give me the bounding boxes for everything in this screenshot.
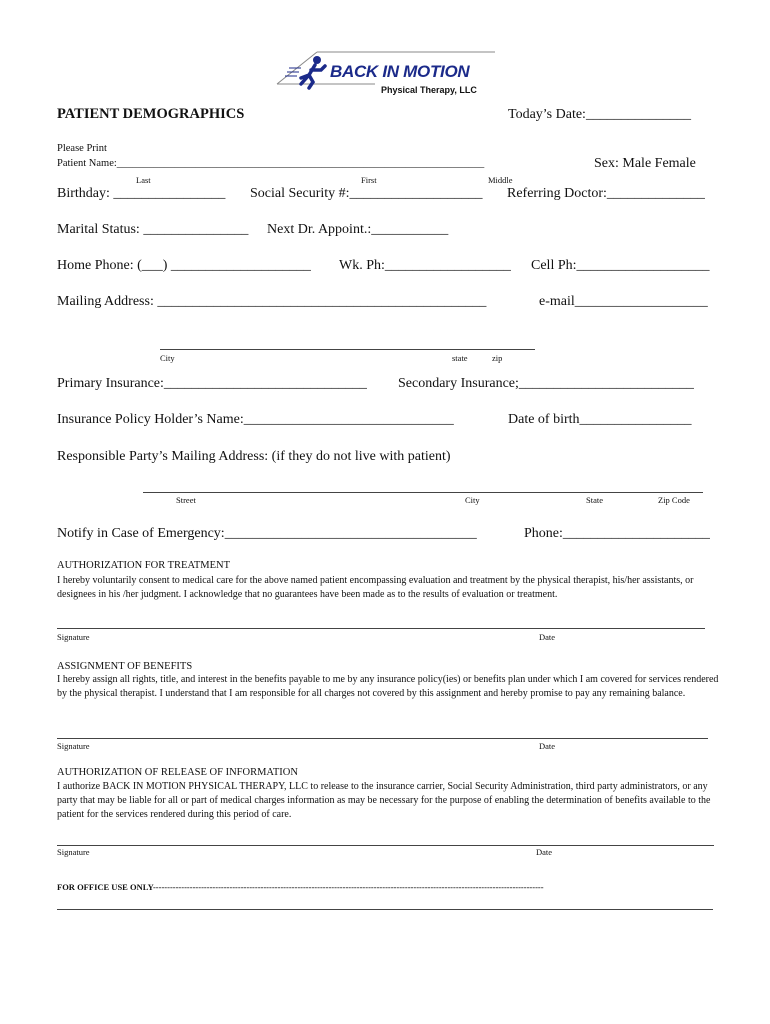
ssn-field[interactable]: Social Security #:___________________ <box>250 186 483 201</box>
address-line-2[interactable] <box>160 349 535 350</box>
responsible-address-line[interactable] <box>143 492 703 493</box>
date-caption: Date <box>539 741 556 751</box>
signature-line-1[interactable] <box>57 628 705 629</box>
logo-tagline: Physical Therapy, LLC <box>381 85 477 95</box>
city-caption-2: City <box>465 495 480 505</box>
logo-name: BACK IN MOTION <box>330 62 470 81</box>
primary-insurance-field[interactable]: Primary Insurance:_____________________________ <box>57 376 367 391</box>
sex-field[interactable]: Sex: Male Female <box>594 156 696 171</box>
release-text: I authorize BACK IN MOTION PHYSICAL THERAPY, LLC to release to the insurance carrier, Social Security Administration, third party administrators, or any party that may be liable for all or part of medical charges information as may be necessary for the purpose of enabling the determination of benefits available to the patient for the services rendered during this period of care. <box>57 781 711 820</box>
work-phone-field[interactable]: Wk. Ph:__________________ <box>339 258 511 273</box>
date-caption: Date <box>536 847 553 857</box>
referring-doctor-field[interactable]: Referring Doctor:______________ <box>507 186 705 201</box>
last-name-caption: Last <box>136 175 151 185</box>
city-caption: City <box>160 353 175 363</box>
zip-code-caption: Zip Code <box>658 495 690 505</box>
todays-date-field[interactable]: Today’s Date:_______________ <box>508 107 691 122</box>
please-print-note: Please Print <box>57 143 107 154</box>
assignment-heading: ASSIGNMENT OF BENEFITS <box>57 661 193 672</box>
office-use-line <box>57 909 713 910</box>
emergency-contact-field[interactable]: Notify in Case of Emergency:____________________________________ <box>57 526 477 541</box>
responsible-party-label: Responsible Party’s Mailing Address: (if they do not live with patient) <box>57 449 451 464</box>
signature-caption: Signature <box>57 741 90 751</box>
auth-treatment-heading: AUTHORIZATION FOR TREATMENT <box>57 560 231 571</box>
street-caption: Street <box>176 495 196 505</box>
next-appointment-field[interactable]: Next Dr. Appoint.:___________ <box>267 222 449 237</box>
signature-line-3[interactable] <box>57 845 714 846</box>
emergency-phone-field[interactable]: Phone:_____________________ <box>524 526 710 541</box>
signature-line-2[interactable] <box>57 738 708 739</box>
assignment-text: I hereby assign all rights, title, and interest in the benefits payable to me by any insurance policy(ies) or benefits plan under which I am covered for services rendered by the physical therapist. I understand that I am responsible for all charges not covered by this assignment and hereby promise to pay any remaining balance. <box>57 674 719 699</box>
cell-phone-field[interactable]: Cell Ph:___________________ <box>531 258 710 273</box>
secondary-insurance-field[interactable]: Secondary Insurance;_________________________ <box>398 376 694 391</box>
holder-dob-field[interactable]: Date of birth________________ <box>508 412 692 427</box>
form-title: PATIENT DEMOGRAPHICS <box>57 106 245 122</box>
office-use-label: FOR OFFICE USE ONLY------------------------------------------------------------------------------------------------------------------------------------------ <box>57 882 544 892</box>
signature-caption: Signature <box>57 632 90 642</box>
marital-status-field[interactable]: Marital Status: _______________ <box>57 222 249 237</box>
state-caption-2: State <box>586 495 603 505</box>
birthday-field[interactable]: Birthday: ________________ <box>57 186 226 201</box>
zip-caption: zip <box>492 353 503 363</box>
state-caption: state <box>452 353 468 363</box>
patient-name-field[interactable]: Patient Name:______________________________________________________________________ <box>57 158 485 169</box>
first-name-caption: First <box>361 175 377 185</box>
middle-name-caption: Middle <box>488 175 513 185</box>
release-heading: AUTHORIZATION OF RELEASE OF INFORMATION <box>57 767 298 778</box>
auth-treatment-text: I hereby voluntarily consent to medical care for the above named patient encompassing evaluation and treatment by the physical therapist, his/her assistants, or designees in his /her judgment. I acknowledge that no guarantees have been made as to the results of evaluation or treatment. <box>57 575 694 600</box>
signature-caption: Signature <box>57 847 90 857</box>
date-caption: Date <box>539 632 556 642</box>
mailing-address-field[interactable]: Mailing Address: _______________________________________________ <box>57 294 487 309</box>
email-field[interactable]: e-mail___________________ <box>539 294 708 309</box>
home-phone-field[interactable]: Home Phone: (___) ____________________ <box>57 258 311 273</box>
policy-holder-field[interactable]: Insurance Policy Holder’s Name:______________________________ <box>57 412 454 427</box>
company-logo <box>275 48 500 100</box>
